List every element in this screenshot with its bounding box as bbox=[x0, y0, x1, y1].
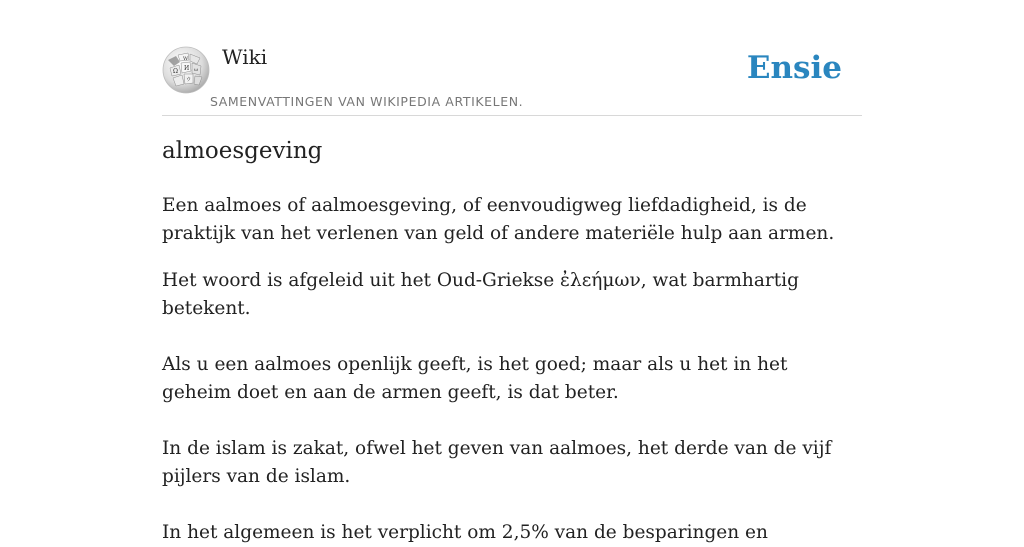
site-tagline: SAMENVATTINGEN VAN WIKIPEDIA ARTIKELEN. bbox=[210, 94, 524, 109]
page bbox=[162, 0, 862, 543]
paragraph-break bbox=[162, 323, 862, 351]
article-paragraph: Het woord is afgeleid uit het Oud-Griekse ἐλεήμων, wat barmhartig betekent. bbox=[162, 270, 799, 319]
svg-text:И: И bbox=[184, 65, 190, 72]
site-name-link[interactable]: Wiki bbox=[222, 45, 268, 69]
article-paragraph: Een aalmoes of aalmoesgeving, of eenvoudigweg liefdadigheid, is de praktijk van het verlenen van geld of andere materiële hulp aan armen. bbox=[162, 195, 835, 244]
paragraph-break bbox=[162, 491, 862, 519]
paragraph-break bbox=[162, 407, 862, 435]
wikipedia-globe-icon[interactable] bbox=[162, 46, 210, 94]
svg-text:ω: ω bbox=[194, 67, 199, 73]
article-paragraph: In de islam is zakat, ofwel het geven van aalmoes, het derde van de vijf pijlers van de islam. bbox=[162, 438, 832, 487]
article-paragraph: In het algemeen is het verplicht om 2,5% van de besparingen en bbox=[162, 522, 768, 543]
svg-text:Ω: Ω bbox=[173, 68, 178, 75]
article-body bbox=[162, 192, 862, 547]
brand-logo-link[interactable]: Ensie bbox=[746, 50, 842, 86]
article-title: almoesgeving bbox=[162, 138, 323, 164]
site-header bbox=[162, 0, 862, 116]
svg-text:ウ: ウ bbox=[186, 77, 192, 83]
article-paragraph: Als u een aalmoes openlijk geeft, is het goed; maar als u het in het geheim doet en aan de armen geeft, is dat beter. bbox=[162, 354, 788, 403]
svg-text:W: W bbox=[183, 56, 189, 62]
